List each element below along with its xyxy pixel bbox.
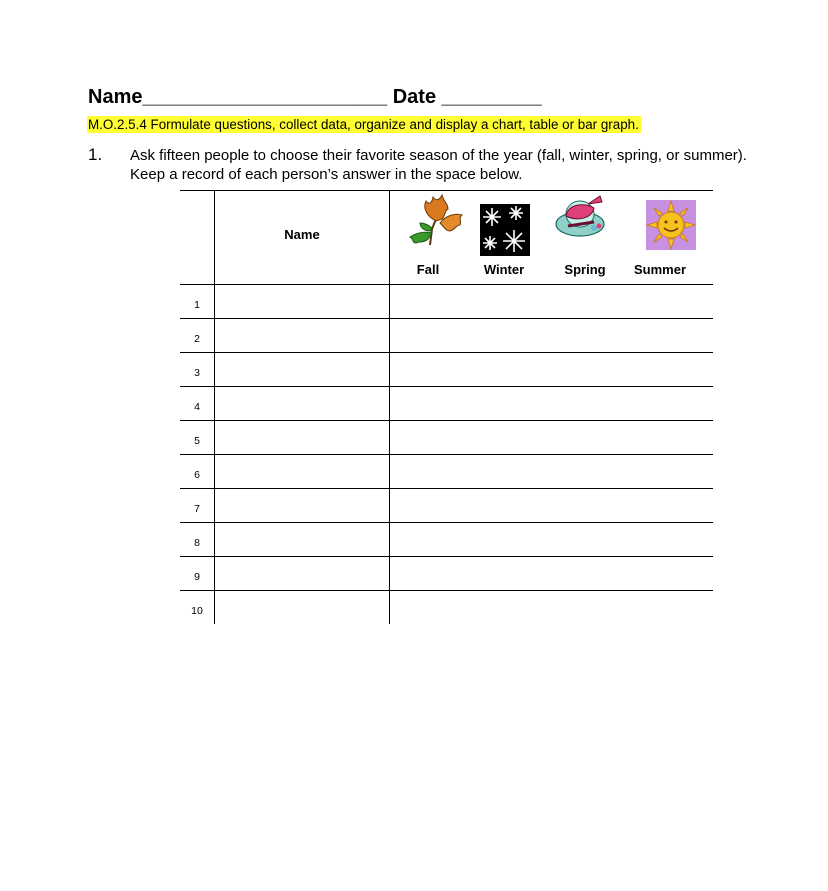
row-number-8: 8: [194, 537, 200, 549]
name-column-divider: [389, 190, 390, 624]
number-column-divider: [214, 190, 215, 624]
row-divider: [180, 590, 713, 591]
row-divider: [180, 352, 713, 353]
row-divider: [180, 420, 713, 421]
sun-icon: [644, 198, 698, 252]
season-label-fall: Fall: [416, 262, 440, 277]
row-divider: [180, 522, 713, 523]
snowflakes-icon: [480, 204, 530, 256]
question-number: 1.: [88, 145, 103, 164]
name-date-line: Name______________________ Date _________: [88, 86, 542, 108]
row-number-3: 3: [194, 367, 200, 379]
standard-highlight: M.O.2.5.4 Formulate questions, collect data, organize and display a chart, table or bar graph.: [88, 117, 639, 132]
row-divider: [180, 386, 713, 387]
header-bottom-border: [180, 284, 713, 285]
row-number-5: 5: [194, 435, 200, 447]
name-column-header: Name: [284, 227, 320, 242]
season-label-spring: Spring: [564, 262, 606, 277]
row-divider: [180, 556, 713, 557]
season-label-winter: Winter: [483, 262, 525, 277]
oak-leaves-icon: [402, 193, 466, 249]
row-number-7: 7: [194, 503, 200, 515]
row-divider: [180, 488, 713, 489]
row-number-2: 2: [194, 333, 200, 345]
table-top-border: [180, 190, 713, 191]
row-number-10: 10: [191, 605, 203, 617]
flower-hat-icon: [554, 192, 608, 244]
row-number-9: 9: [194, 571, 200, 583]
season-record-table: [180, 190, 713, 624]
row-divider: [180, 318, 713, 319]
row-number-6: 6: [194, 469, 200, 481]
row-number-1: 1: [194, 299, 200, 311]
row-number-4: 4: [194, 401, 200, 413]
row-divider: [180, 454, 713, 455]
question-text: Ask fifteen people to choose their favorite season of the year (fall, winter, spring, or summer). Keep a record of each person’s answer in the space below.: [130, 147, 747, 183]
season-label-summer: Summer: [633, 262, 687, 277]
